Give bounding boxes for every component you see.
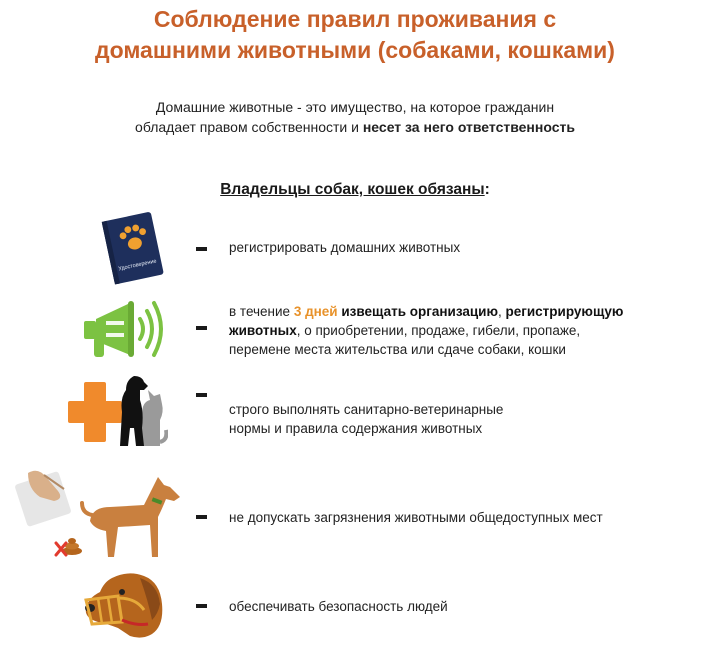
text-comma: , <box>497 304 506 319</box>
dog-icon <box>82 477 180 557</box>
obligation-text: регистрировать домашних животных <box>229 240 461 255</box>
obligations-heading <box>0 181 710 199</box>
obligation-item-no-pollution <box>0 463 710 563</box>
megaphone-icon <box>80 297 164 363</box>
list-dash <box>196 326 207 330</box>
vet-cross-pets-icon <box>68 372 168 450</box>
intro-line-2-bold: несет за него ответственность <box>362 119 575 135</box>
list-dash <box>196 393 207 397</box>
obligation-text-line-2 <box>229 321 623 340</box>
page-title <box>0 4 710 66</box>
text-bold-animals: животных <box>229 323 297 338</box>
text-bold-registering: регистрирующую <box>505 304 624 319</box>
title-line-1: Соблюдение правил проживания с <box>153 6 557 32</box>
obligations-heading-colon: : <box>484 181 490 198</box>
obligation-text-line-2: нормы и правила содержания животных <box>229 421 483 436</box>
intro-line-2 <box>0 117 710 137</box>
obligation-item-safety <box>0 568 710 648</box>
obligation-item-sanitary <box>0 372 710 450</box>
text-rest-1: , о приобретении, продаже, гибели, пропаже, <box>296 323 581 338</box>
obligation-text-line-1 <box>229 302 623 321</box>
obligation-item-notify <box>0 295 710 365</box>
deadline-highlight: 3 дней <box>293 304 338 319</box>
dog-cleanup-icon <box>14 463 190 563</box>
obligation-text-line-3: перемене места жительства или сдаче собаки, кошки <box>229 342 566 357</box>
list-dash <box>196 247 207 251</box>
intro-text <box>0 97 710 137</box>
obligation-text <box>229 302 623 359</box>
obligations-heading-text: Владельцы собак, кошек обязаны <box>220 181 485 198</box>
obligation-text: не допускать загрязнения животными общедоступных мест <box>229 510 603 525</box>
obligation-text-line-1: строго выполнять санитарно-ветеринарные <box>229 402 504 417</box>
intro-line-1: Домашние животные - это имущество, на которое гражданин <box>155 99 555 115</box>
obligation-text: обеспечивать безопасность людей <box>229 599 448 614</box>
text-bold-notify: извещать организацию <box>341 304 498 319</box>
list-dash <box>196 515 207 519</box>
hand-bag-icon <box>14 471 71 527</box>
muzzled-dog-icon <box>78 568 168 640</box>
obligation-item-register <box>0 210 710 290</box>
intro-line-2-prefix: обладает правом собственности и <box>135 119 363 135</box>
passport-label: Удостоверение <box>117 258 158 273</box>
text-prefix: в течение <box>229 304 294 319</box>
list-dash <box>196 604 207 608</box>
title-line-2: домашними животными (собаками, кошками) <box>95 37 615 63</box>
passport-icon <box>98 210 168 288</box>
obligation-text <box>229 400 503 438</box>
